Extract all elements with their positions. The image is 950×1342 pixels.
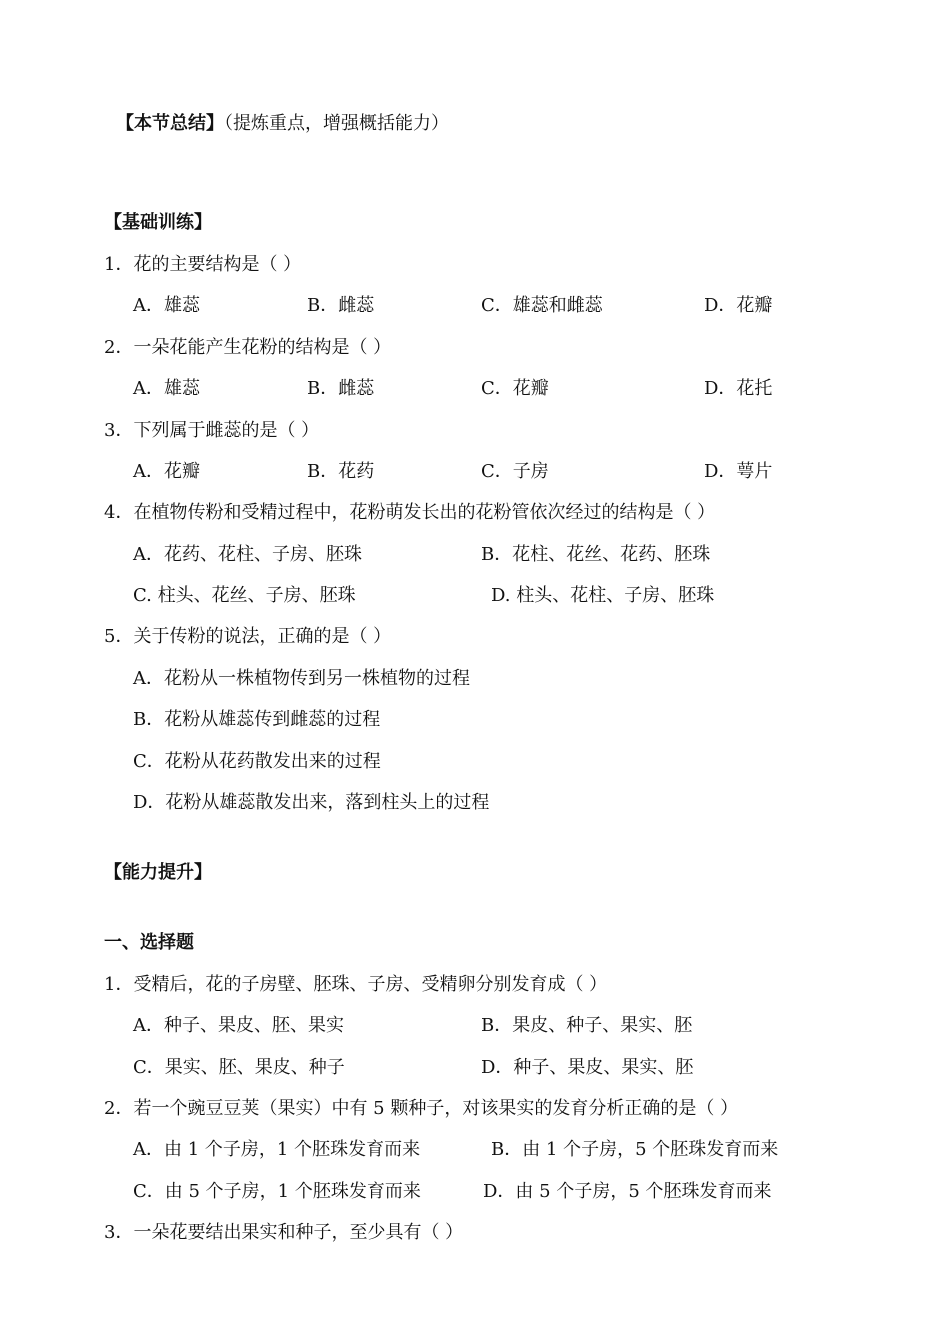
- basic-q3-option-c: C．子房: [481, 461, 549, 482]
- basic-q3-stem: 3．下列属于雌蕊的是（ ）: [104, 420, 320, 441]
- advanced-q2-option-b: B．由 1 个子房，5 个胚珠发育而来: [491, 1139, 779, 1160]
- advanced-heading: 【能力提升】: [104, 862, 212, 883]
- advanced-q1-option-b: B．果皮、种子、果实、胚: [481, 1015, 693, 1036]
- basic-q2-option-b: B．雌蕊: [307, 378, 375, 399]
- basic-q5-stem: 5．关于传粉的说法，正确的是（ ）: [104, 626, 392, 647]
- basic-q2-option-a: A．雄蕊: [133, 378, 200, 399]
- basic-q1-option-a: A．雄蕊: [133, 295, 200, 316]
- basic-q2-option-c: C．花瓣: [481, 378, 549, 399]
- basic-q4-stem: 4．在植物传粉和受精过程中，花粉萌发长出的花粉管依次经过的结构是（ ）: [104, 502, 716, 523]
- basic-q2-option-d: D．花托: [704, 378, 773, 399]
- basic-q5-option-a: A．花粉从一株植物传到另一株植物的过程: [133, 668, 470, 689]
- section-title: 一、选择题: [104, 932, 194, 953]
- basic-q3-option-b: B．花药: [307, 461, 375, 482]
- summary-note: （提炼重点，增强概括能力）: [224, 113, 449, 134]
- basic-q1-option-b: B．雌蕊: [307, 295, 375, 316]
- summary-title-text: 【本节总结】: [116, 113, 224, 134]
- advanced-q2-stem: 2．若一个豌豆豆荚（果实）中有 5 颗种子，对该果实的发育分析正确的是（ ）: [104, 1098, 739, 1119]
- basic-q2-stem: 2．一朵花能产生花粉的结构是（ ）: [104, 337, 392, 358]
- basic-q5-option-c: C．花粉从花药散发出来的过程: [133, 751, 381, 772]
- summary-title: [116, 113, 449, 135]
- advanced-q2-option-d: D．由 5 个子房，5 个胚珠发育而来: [483, 1181, 772, 1202]
- basic-q1-stem: 1．花的主要结构是（ ）: [104, 254, 302, 275]
- advanced-q2-option-c: C．由 5 个子房，1 个胚珠发育而来: [133, 1181, 421, 1202]
- basic-q4-option-b: B．花柱、花丝、花药、胚珠: [481, 544, 711, 565]
- basic-q1-option-c: C．雄蕊和雌蕊: [481, 295, 603, 316]
- basic-q5-option-b: B．花粉从雄蕊传到雌蕊的过程: [133, 709, 381, 730]
- advanced-q1-option-d: D．种子、果皮、果实、胚: [481, 1057, 694, 1078]
- advanced-q3-stem: 3．一朵花要结出果实和种子，至少具有（ ）: [104, 1222, 464, 1243]
- advanced-q1-stem: 1．受精后，花的子房壁、胚珠、子房、受精卵分别发育成（ ）: [104, 974, 608, 995]
- basic-q3-option-a: A．花瓣: [133, 461, 200, 482]
- basic-q4-option-d: D. 柱头、花柱、子房、胚珠: [491, 585, 715, 606]
- advanced-q2-option-a: A．由 1 个子房，1 个胚珠发育而来: [133, 1139, 421, 1160]
- basic-q1-option-d: D．花瓣: [704, 295, 773, 316]
- basic-q4-option-a: A．花药、花柱、子房、胚珠: [133, 544, 362, 565]
- basic-heading: 【基础训练】: [104, 212, 212, 233]
- basic-q4-option-c: C. 柱头、花丝、子房、胚珠: [133, 585, 356, 606]
- advanced-q1-option-c: C．果实、胚、果皮、种子: [133, 1057, 345, 1078]
- basic-q5-option-d: D．花粉从雄蕊散发出来，落到柱头上的过程: [133, 792, 490, 813]
- advanced-q1-option-a: A．种子、果皮、胚、果实: [133, 1015, 344, 1036]
- basic-q3-option-d: D．萼片: [704, 461, 773, 482]
